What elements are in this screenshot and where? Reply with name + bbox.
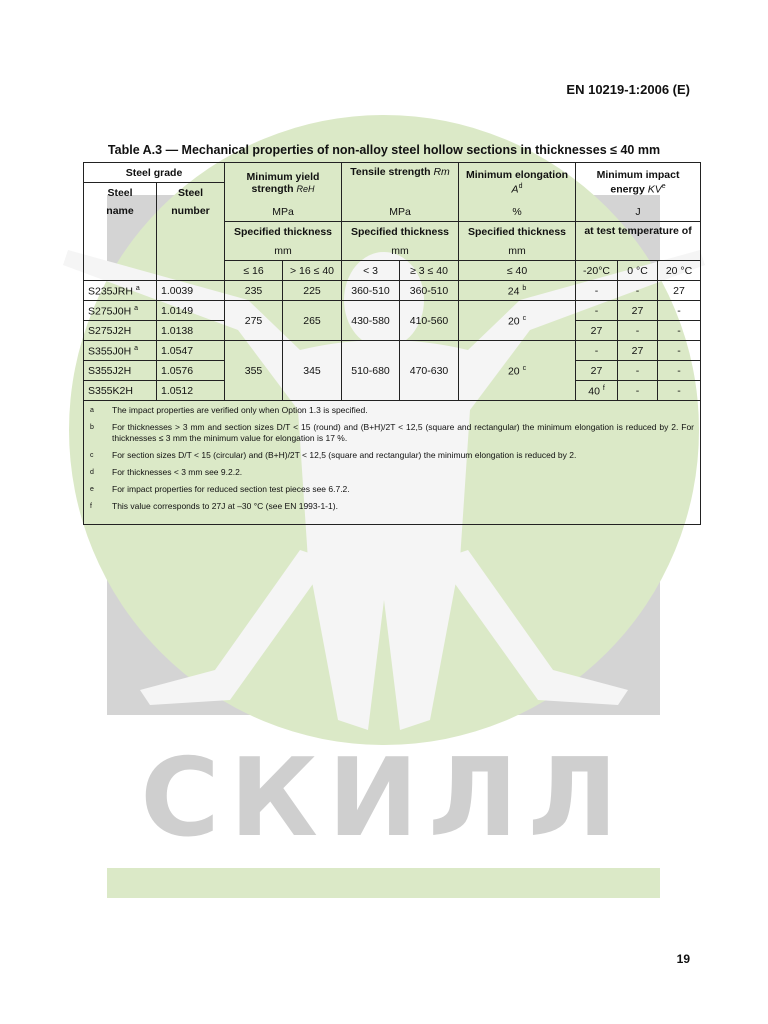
mm-tensile: mm bbox=[342, 241, 459, 261]
watermark-text: СКИЛЛ bbox=[140, 736, 628, 861]
steel-name: S235JRH bbox=[88, 285, 133, 298]
impact-20-cell: - bbox=[658, 361, 701, 381]
thickness-le16: ≤ 16 bbox=[225, 261, 283, 281]
yield-header bbox=[225, 163, 342, 203]
elongation-cell bbox=[459, 301, 576, 341]
steel-name: S275J2H bbox=[88, 324, 132, 337]
table-row bbox=[84, 281, 701, 301]
unit-percent: % bbox=[459, 202, 576, 222]
impact-0-cell: - bbox=[618, 381, 658, 401]
steel-number-cell: 1.0547 bbox=[157, 341, 225, 361]
elongation-value-sup: c bbox=[522, 365, 527, 373]
impact-value-sup: f bbox=[602, 385, 605, 393]
yield-le16-cell: 355 bbox=[225, 341, 283, 401]
yield-16-40-cell: 345 bbox=[283, 341, 342, 401]
steel-number-header-2: number bbox=[157, 202, 225, 281]
spec-thickness-yield: Specified thickness bbox=[225, 222, 342, 242]
tensile-lt3-cell: 510-680 bbox=[342, 341, 400, 401]
test-temperature-header: at test temperature of bbox=[576, 222, 701, 261]
steel-number-cell: 1.0512 bbox=[157, 381, 225, 401]
steel-name: S275J0H bbox=[88, 305, 132, 318]
tensile-3-40-cell: 410-560 bbox=[400, 301, 459, 341]
steel-number-header: Steel bbox=[157, 183, 225, 203]
yield-16-40-cell: 225 bbox=[283, 281, 342, 301]
note-text: For section sizes D/T < 15 (circular) and (B+H)/2T < 12,5 (square and rectangular) the minimum elongation is reduced by 2. bbox=[112, 450, 577, 460]
yield-header-line1: Minimum yield bbox=[246, 170, 320, 183]
impact-symbol: KV bbox=[647, 183, 662, 196]
impact-m20-cell: 27 bbox=[576, 361, 618, 381]
mm-yield: mm bbox=[225, 241, 342, 261]
elongation-symbol: A bbox=[511, 183, 519, 196]
page-number: 19 bbox=[676, 952, 690, 966]
steel-number-cell: 1.0138 bbox=[157, 321, 225, 341]
temp-20: 20 °C bbox=[658, 261, 701, 281]
impact-sup: e bbox=[661, 183, 666, 191]
tensile-header bbox=[342, 163, 459, 203]
yield-16-40-cell: 265 bbox=[283, 301, 342, 341]
note-b bbox=[90, 422, 694, 444]
impact-20-cell: - bbox=[658, 321, 701, 341]
steel-name-cell bbox=[84, 381, 157, 401]
impact-0-cell: 27 bbox=[618, 301, 658, 321]
steel-name: S355J0H bbox=[88, 345, 132, 358]
watermark-green-bar bbox=[107, 868, 660, 898]
impact-header-line2: energy bbox=[610, 183, 645, 196]
table-row bbox=[84, 341, 701, 361]
yield-header-line2: strength bbox=[251, 182, 294, 195]
impact-m20-cell bbox=[576, 381, 618, 401]
note-text: For thicknesses < 3 mm see 9.2.2. bbox=[112, 467, 243, 477]
impact-m20-cell: - bbox=[576, 281, 618, 301]
elongation-header-text: Minimum elongation bbox=[465, 169, 569, 182]
steel-name-cell bbox=[84, 361, 157, 381]
elongation-value-sup: c bbox=[522, 315, 527, 323]
impact-20-cell: - bbox=[658, 381, 701, 401]
steel-name: S355J2H bbox=[88, 364, 132, 377]
yield-le16-cell: 275 bbox=[225, 301, 283, 341]
steel-name-sup: a bbox=[134, 345, 139, 353]
steel-name: S355K2H bbox=[88, 384, 133, 397]
impact-0-cell: - bbox=[618, 361, 658, 381]
impact-0-cell: 27 bbox=[618, 341, 658, 361]
steel-name-sup: a bbox=[134, 305, 139, 313]
note-f bbox=[90, 501, 694, 512]
steel-number-cell: 1.0039 bbox=[157, 281, 225, 301]
impact-20-cell: 27 bbox=[658, 281, 701, 301]
spec-thickness-tensile: Specified thickness bbox=[342, 222, 459, 242]
unit-mpa-tensile: MPa bbox=[342, 202, 459, 222]
tensile-header-text: Tensile strength bbox=[350, 166, 431, 178]
yield-le16-cell: 235 bbox=[225, 281, 283, 301]
steel-grade-header: Steel grade bbox=[84, 163, 225, 183]
yield-symbol: ReH bbox=[296, 183, 315, 194]
note-c bbox=[90, 450, 694, 461]
elongation-value: 20 bbox=[507, 315, 520, 328]
mechanical-properties-table bbox=[83, 162, 701, 525]
note-text: For impact properties for reduced section test pieces see 6.7.2. bbox=[112, 484, 350, 494]
steel-name-cell bbox=[84, 321, 157, 341]
note-mark: f bbox=[90, 503, 92, 510]
steel-name-header-2: name bbox=[84, 202, 157, 281]
note-mark: e bbox=[90, 486, 94, 493]
note-mark: a bbox=[90, 407, 94, 414]
unit-mpa-yield: MPa bbox=[225, 202, 342, 222]
impact-header bbox=[576, 163, 701, 203]
elongation-cell bbox=[459, 281, 576, 301]
thickness-le40: ≤ 40 bbox=[459, 261, 576, 281]
thickness-16-40: > 16 ≤ 40 bbox=[283, 261, 342, 281]
impact-0-cell: - bbox=[618, 321, 658, 341]
note-text: This value corresponds to 27J at –30 °C (see EN 1993-1-1). bbox=[112, 501, 338, 511]
tensile-3-40-cell: 470-630 bbox=[400, 341, 459, 401]
note-a bbox=[90, 405, 694, 416]
impact-m20-cell: - bbox=[576, 301, 618, 321]
unit-joule: J bbox=[576, 202, 701, 222]
elongation-value: 20 bbox=[507, 365, 520, 378]
impact-0-cell: - bbox=[618, 281, 658, 301]
note-text: For thicknesses > 3 mm and section sizes D/T < 15 (round) and (B+H)/2T < 12,5 (square and rectangular) the minimum elongation is reduced by 2. For thicknesses ≤ 3 mm the minimum value for elongation is 17 %. bbox=[112, 422, 695, 443]
note-d bbox=[90, 467, 694, 478]
elongation-sup: d bbox=[518, 183, 523, 191]
impact-header-line1: Minimum impact bbox=[596, 169, 680, 182]
document-id: EN 10219-1:2006 (E) bbox=[566, 82, 690, 97]
note-e bbox=[90, 484, 694, 495]
steel-name-cell bbox=[84, 301, 157, 321]
tensile-3-40-cell: 360-510 bbox=[400, 281, 459, 301]
elongation-header bbox=[459, 163, 576, 203]
tensile-lt3-cell: 430-580 bbox=[342, 301, 400, 341]
note-text: The impact properties are verified only when Option 1.3 is specified. bbox=[112, 405, 368, 415]
steel-name-header: Steel bbox=[84, 183, 157, 203]
temp-0: 0 °C bbox=[618, 261, 658, 281]
mm-elong: mm bbox=[459, 241, 576, 261]
impact-20-cell: - bbox=[658, 341, 701, 361]
steel-name-sup: a bbox=[135, 285, 140, 293]
table-title: Table A.3 — Mechanical properties of non-alloy steel hollow sections in thicknesses ≤ 40 mm bbox=[107, 143, 661, 157]
steel-name-cell bbox=[84, 281, 157, 301]
impact-m20-cell: 27 bbox=[576, 321, 618, 341]
spec-thickness-elong: Specified thickness bbox=[459, 222, 576, 242]
steel-number-cell: 1.0576 bbox=[157, 361, 225, 381]
impact-value: 40 bbox=[588, 385, 600, 398]
elongation-value: 24 bbox=[507, 285, 520, 298]
tensile-symbol: Rm bbox=[433, 166, 450, 178]
note-mark: d bbox=[90, 469, 94, 476]
table-row bbox=[84, 301, 701, 321]
table-notes bbox=[84, 401, 701, 525]
impact-m20-cell: - bbox=[576, 341, 618, 361]
steel-number-cell: 1.0149 bbox=[157, 301, 225, 321]
note-mark: c bbox=[90, 452, 94, 459]
temp-minus20: -20°C bbox=[576, 261, 618, 281]
steel-name-cell bbox=[84, 341, 157, 361]
impact-20-cell: - bbox=[658, 301, 701, 321]
elongation-value-sup: b bbox=[522, 285, 527, 293]
thickness-3-40: ≥ 3 ≤ 40 bbox=[400, 261, 459, 281]
thickness-lt3: < 3 bbox=[342, 261, 400, 281]
elongation-cell bbox=[459, 341, 576, 401]
note-mark: b bbox=[90, 424, 94, 431]
tensile-lt3-cell: 360-510 bbox=[342, 281, 400, 301]
